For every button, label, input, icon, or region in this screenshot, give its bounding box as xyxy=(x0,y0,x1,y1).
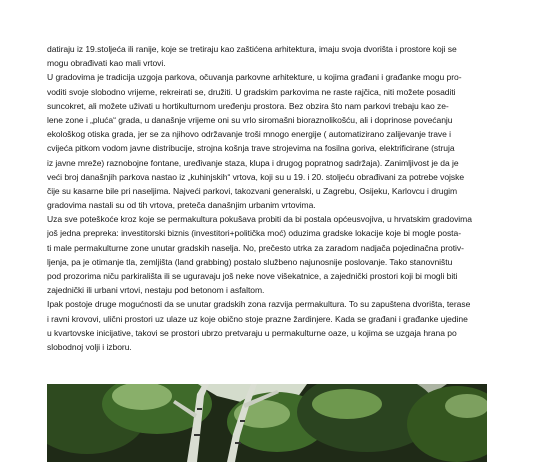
text-line: slobodnoj volji i izboru. xyxy=(47,341,132,352)
text-line: voditi svoje slobodno vrijeme, rekreirati se, družiti. U gradskim parkovima ne raste rajčica, niti možete posaditi xyxy=(47,86,456,97)
bark-mark xyxy=(194,434,200,436)
text-line: iz javne mreže) raznobojne fontane, uređivanje staza, klupa i drugog popratnog sadržaja). Zanimljivost je da je xyxy=(47,157,459,168)
text-line: gradovima nastali su od tih vrtova, preteča današnjim urbanim vrtovima. xyxy=(47,200,316,211)
garden-photo-graphic xyxy=(47,384,487,462)
article-text xyxy=(47,42,497,354)
bark-mark xyxy=(240,420,245,422)
text-line: veći broj današnjih parkova nastao iz „kuhinjskih“ vrtova, koji su u 19. i 20. stoljeću obrađivani za potrebe vojske xyxy=(47,171,465,182)
text-line: ekološkog otiska grada, jer se za njihovo održavanje troši mnogo energije ( automatizirano zalijevanje trave i xyxy=(47,129,452,140)
garden-photo xyxy=(47,384,487,462)
text-line: suncokret, ali možete uživati u hortikulturnom uređenju prostora. Bez obzira što nam parkovi trebaju kao ze- xyxy=(47,100,449,111)
text-line: čije su kasarne bile pri naseljima. Najveći parkovi, takozvani generalski, u Zagrebu, Osijeku, Karlovcu i drugim xyxy=(47,185,458,196)
text-line: Uza sve poteškoće kroz koje se permakultura pokušava probiti da bi postala općeusvojiva, u hrvatskim gradovima xyxy=(47,214,472,225)
foliage-highlight xyxy=(312,389,382,419)
text-line: U gradovima je tradicija uzgoja parkova, očuvanja parkovne arhitekture, u kojima građani i građanke mogu pro- xyxy=(47,72,462,83)
text-line: cvijeća pitkom vodom javne distribucije, strojna košnja trave strojevima na fosilna goriva, elektrificirane (struja xyxy=(47,143,455,154)
bark-mark xyxy=(197,408,202,410)
text-line: i ravni krovovi, ulični prostori uz ulaze uz koje obično stoje prazne žardinjere. Kada se građani i građanke ujedine xyxy=(47,313,468,324)
text-line: pod prozorima niču parkirališta ili se uguravaju još neke nove višekatnice, a zajednički prostori koji bi mogli biti xyxy=(47,271,458,281)
text-line: ti male permakulturne zone unutar gradskih naselja. No, prečesto utrka za zaradom nadjača pojedinačna protiv- xyxy=(47,242,464,253)
text-line: Ipak postoje druge mogućnosti da se unutar gradskih zona razvija permakultura. To su zapuštena dvorišta, terase xyxy=(47,299,471,310)
text-line: mogu obrađivati kao mali vrtovi. xyxy=(47,58,166,69)
foliage-highlight xyxy=(445,394,487,418)
text-line: zajednički ili urbani vrtovi, nestaju pod betonom i asfaltom. xyxy=(47,285,265,296)
text-line: u kvartovske inicijative, takovi se prostori ubrzo pretvaraju u permakulturne oaze, u kojima se uzgaja hrana po xyxy=(47,327,457,338)
text-line: lene zone i „pluća“ grada, u današnje vrijeme oni su vrlo siromašni bioraznolikošću, ali i doprinose povećanju xyxy=(47,114,453,125)
text-line: još jedna prepreka: investitorski biznis (investitori+politička moć) oduzima gradske lokacije koje bi mogle posta- xyxy=(47,228,462,239)
text-line: ljenja, pa je otimanje tla, zemljišta (land grabbing) postalo službeno najunosnije poslovanje. Tako stanovništu xyxy=(47,256,453,267)
bark-mark xyxy=(235,442,241,444)
text-line: datiraju iz 19.stoljeća ili ranije, koje se tretiraju kao zaštićena arhitektura, imaju svoja dvorišta i prostore koji se xyxy=(47,44,457,54)
